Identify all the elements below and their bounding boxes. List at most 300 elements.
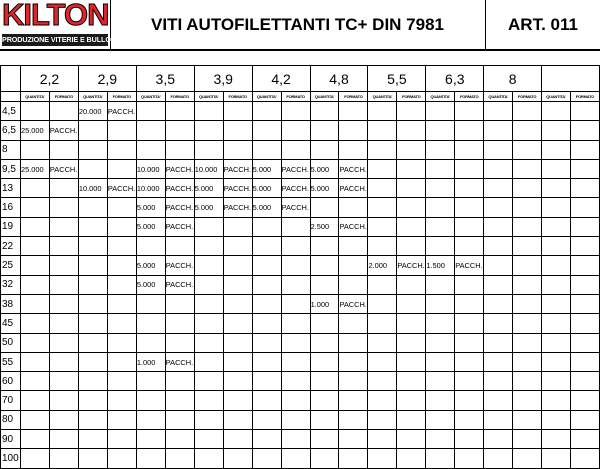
quantity-cell (542, 275, 571, 294)
length-label: 6,5 (1, 121, 21, 140)
format-cell (223, 333, 252, 352)
format-cell (513, 121, 542, 140)
quantity-subheader: QUANTITA' (194, 92, 223, 102)
quantity-cell (484, 179, 513, 198)
format-cell (455, 159, 484, 178)
format-cell (49, 102, 78, 121)
length-label: 50 (1, 333, 21, 352)
format-cell (223, 256, 252, 275)
format-cell (397, 237, 426, 256)
product-table (0, 65, 600, 469)
length-label: 4,5 (1, 102, 21, 121)
quantity-cell: 5.000 (252, 159, 281, 178)
quantity-cell: 5.000 (252, 198, 281, 217)
quantity-cell (20, 294, 49, 313)
format-cell (49, 256, 78, 275)
format-cell (49, 294, 78, 313)
format-cell: PACCH. (339, 179, 368, 198)
format-cell (513, 179, 542, 198)
format-cell (281, 430, 310, 449)
quantity-cell (252, 430, 281, 449)
quantity-cell (368, 430, 397, 449)
format-cell: PACCH. (281, 159, 310, 178)
quantity-subheader: QUANTITA' (484, 92, 513, 102)
quantity-cell (136, 449, 165, 468)
quantity-cell (310, 333, 339, 352)
length-label: 32 (1, 275, 21, 294)
format-cell (107, 372, 136, 391)
format-cell (223, 410, 252, 429)
quantity-cell (310, 102, 339, 121)
quantity-cell (426, 430, 455, 449)
quantity-cell (78, 410, 107, 429)
format-cell (570, 314, 599, 333)
quantity-cell (368, 410, 397, 429)
format-cell: PACCH. (339, 294, 368, 313)
quantity-cell (426, 102, 455, 121)
format-cell (397, 333, 426, 352)
quantity-cell (194, 410, 223, 429)
format-cell (107, 294, 136, 313)
quantity-cell (194, 256, 223, 275)
format-cell (223, 140, 252, 159)
table-row (1, 314, 600, 333)
format-cell: PACCH. (165, 198, 194, 217)
format-cell (223, 449, 252, 468)
quantity-cell (194, 237, 223, 256)
format-cell (339, 430, 368, 449)
format-cell (165, 102, 194, 121)
format-cell (107, 256, 136, 275)
format-cell (513, 102, 542, 121)
quantity-cell (542, 121, 571, 140)
format-cell (397, 179, 426, 198)
quantity-cell (252, 449, 281, 468)
format-cell (165, 140, 194, 159)
format-cell: PACCH. (165, 256, 194, 275)
format-cell (165, 121, 194, 140)
format-cell (223, 121, 252, 140)
quantity-cell (78, 391, 107, 410)
format-cell (339, 352, 368, 371)
format-cell (107, 217, 136, 236)
format-subheader: FORMATO (570, 92, 599, 102)
quantity-cell (252, 102, 281, 121)
quantity-cell (310, 410, 339, 429)
quantity-cell (252, 314, 281, 333)
quantity-cell (426, 333, 455, 352)
quantity-cell (542, 256, 571, 275)
quantity-cell (484, 352, 513, 371)
format-cell: PACCH. (339, 159, 368, 178)
quantity-cell (310, 352, 339, 371)
table-row (1, 237, 600, 256)
format-cell (339, 410, 368, 429)
format-cell (165, 430, 194, 449)
format-subheader: FORMATO (513, 92, 542, 102)
format-cell: PACCH. (107, 102, 136, 121)
quantity-cell (310, 449, 339, 468)
format-subheader: FORMATO (397, 92, 426, 102)
format-cell (165, 449, 194, 468)
quantity-cell (78, 449, 107, 468)
format-cell (49, 333, 78, 352)
quantity-cell (20, 410, 49, 429)
quantity-cell (426, 217, 455, 236)
diameter-header: 8 (484, 66, 542, 92)
format-cell (223, 314, 252, 333)
format-cell (107, 391, 136, 410)
format-cell (397, 430, 426, 449)
format-cell (107, 410, 136, 429)
quantity-subheader: QUANTITA' (78, 92, 107, 102)
format-cell (513, 256, 542, 275)
quantity-cell (310, 275, 339, 294)
quantity-cell (194, 121, 223, 140)
quantity-cell (542, 430, 571, 449)
format-cell (513, 140, 542, 159)
quantity-cell (542, 102, 571, 121)
quantity-cell (20, 314, 49, 333)
quantity-cell (368, 102, 397, 121)
quantity-cell (368, 179, 397, 198)
table-row (1, 372, 600, 391)
quantity-cell (20, 430, 49, 449)
format-cell (49, 391, 78, 410)
format-cell (455, 314, 484, 333)
quantity-cell (20, 391, 49, 410)
format-cell (397, 410, 426, 429)
length-label: 25 (1, 256, 21, 275)
quantity-cell (542, 237, 571, 256)
format-cell (49, 352, 78, 371)
quantity-subheader: QUANTITA' (136, 92, 165, 102)
quantity-cell (252, 275, 281, 294)
quantity-cell (368, 275, 397, 294)
quantity-cell (368, 333, 397, 352)
quantity-cell (484, 333, 513, 352)
format-cell (281, 294, 310, 313)
quantity-cell (484, 372, 513, 391)
format-cell (281, 237, 310, 256)
quantity-cell (542, 372, 571, 391)
format-cell (281, 140, 310, 159)
format-cell (397, 372, 426, 391)
format-cell (397, 449, 426, 468)
quantity-cell (426, 140, 455, 159)
quantity-cell (542, 198, 571, 217)
format-cell (339, 121, 368, 140)
format-cell (223, 102, 252, 121)
quantity-cell (252, 256, 281, 275)
format-cell (49, 140, 78, 159)
quantity-cell (136, 314, 165, 333)
quantity-cell (20, 449, 49, 468)
length-label: 100 (1, 449, 21, 468)
format-cell (107, 198, 136, 217)
quantity-cell (426, 449, 455, 468)
quantity-subheader: QUANTITA' (252, 92, 281, 102)
format-cell (455, 217, 484, 236)
format-cell (49, 430, 78, 449)
quantity-cell (368, 391, 397, 410)
length-label: 16 (1, 198, 21, 217)
table-row (1, 256, 600, 275)
length-label: 70 (1, 391, 21, 410)
format-cell (281, 275, 310, 294)
format-cell (397, 121, 426, 140)
format-cell (223, 294, 252, 313)
quantity-cell (136, 294, 165, 313)
format-cell (107, 314, 136, 333)
length-label: 22 (1, 237, 21, 256)
quantity-cell (20, 333, 49, 352)
format-cell (513, 391, 542, 410)
quantity-subheader: QUANTITA' (310, 92, 339, 102)
quantity-cell (368, 372, 397, 391)
quantity-cell (78, 372, 107, 391)
table-row (1, 121, 600, 140)
format-subheader: FORMATO (49, 92, 78, 102)
format-cell (49, 179, 78, 198)
format-cell (513, 333, 542, 352)
quantity-cell (542, 159, 571, 178)
quantity-cell (368, 121, 397, 140)
quantity-cell (484, 275, 513, 294)
format-cell (570, 410, 599, 429)
format-cell: PACCH. (455, 256, 484, 275)
quantity-cell (20, 256, 49, 275)
format-cell (223, 275, 252, 294)
quantity-cell (78, 121, 107, 140)
format-cell (339, 256, 368, 275)
quantity-cell (484, 121, 513, 140)
quantity-cell (542, 217, 571, 236)
format-cell (455, 102, 484, 121)
format-cell: PACCH. (165, 217, 194, 236)
table-row (1, 391, 600, 410)
quantity-cell (484, 256, 513, 275)
length-label: 45 (1, 314, 21, 333)
format-cell (570, 333, 599, 352)
quantity-cell: 25.000 (20, 121, 49, 140)
length-label: 38 (1, 294, 21, 313)
format-cell (49, 410, 78, 429)
format-cell: PACCH. (165, 275, 194, 294)
format-cell (339, 391, 368, 410)
quantity-cell (252, 372, 281, 391)
diameter-header-row (1, 66, 600, 92)
format-cell (107, 333, 136, 352)
diameter-header: 2,9 (78, 66, 136, 92)
format-cell (397, 352, 426, 371)
format-cell (570, 449, 599, 468)
length-label: 9,5 (1, 159, 21, 178)
format-cell (397, 217, 426, 236)
quantity-cell (136, 391, 165, 410)
format-cell (570, 179, 599, 198)
quantity-cell (542, 314, 571, 333)
quantity-cell (194, 140, 223, 159)
format-cell (455, 352, 484, 371)
table-row (1, 430, 600, 449)
quantity-cell (78, 237, 107, 256)
quantity-cell (368, 140, 397, 159)
format-cell (281, 352, 310, 371)
format-cell (107, 237, 136, 256)
quantity-cell (20, 102, 49, 121)
quantity-cell: 10.000 (78, 179, 107, 198)
logo-subtitle: PRODUZIONE VITERIE E BULLONERIE (2, 35, 133, 44)
format-cell (281, 449, 310, 468)
quantity-cell (136, 372, 165, 391)
document-header (0, 0, 600, 51)
quantity-cell (20, 217, 49, 236)
format-cell (281, 314, 310, 333)
format-cell (49, 275, 78, 294)
quantity-cell: 10.000 (136, 179, 165, 198)
format-cell (455, 449, 484, 468)
quantity-cell (368, 217, 397, 236)
format-cell (165, 294, 194, 313)
quantity-cell (484, 159, 513, 178)
quantity-cell (194, 449, 223, 468)
format-cell: PACCH. (165, 352, 194, 371)
format-cell (570, 159, 599, 178)
quantity-cell (368, 449, 397, 468)
quantity-cell (252, 333, 281, 352)
quantity-cell (426, 314, 455, 333)
quantity-cell (310, 430, 339, 449)
quantity-cell (20, 372, 49, 391)
length-label: 60 (1, 372, 21, 391)
format-cell (339, 198, 368, 217)
format-cell (49, 372, 78, 391)
subheader-row (1, 92, 600, 102)
quantity-cell (20, 275, 49, 294)
quantity-cell (78, 314, 107, 333)
quantity-cell (310, 314, 339, 333)
format-cell (455, 294, 484, 313)
quantity-cell: 2.500 (310, 217, 339, 236)
format-cell (397, 275, 426, 294)
quantity-cell (136, 102, 165, 121)
format-cell (165, 237, 194, 256)
quantity-cell (78, 159, 107, 178)
quantity-cell (426, 275, 455, 294)
format-cell: PACCH. (397, 256, 426, 275)
format-cell (570, 237, 599, 256)
quantity-cell (368, 198, 397, 217)
format-cell (570, 275, 599, 294)
format-cell (281, 256, 310, 275)
quantity-cell (20, 352, 49, 371)
format-cell (513, 159, 542, 178)
format-cell (281, 102, 310, 121)
quantity-cell (426, 237, 455, 256)
format-cell (49, 198, 78, 217)
format-cell: PACCH. (49, 121, 78, 140)
quantity-cell: 10.000 (136, 159, 165, 178)
format-cell (339, 449, 368, 468)
quantity-cell (20, 140, 49, 159)
quantity-cell (542, 449, 571, 468)
format-cell (107, 275, 136, 294)
quantity-cell (484, 294, 513, 313)
quantity-cell (368, 237, 397, 256)
quantity-cell: 5.000 (136, 198, 165, 217)
format-cell (455, 121, 484, 140)
format-cell (281, 333, 310, 352)
quantity-cell (78, 275, 107, 294)
format-cell (513, 449, 542, 468)
quantity-cell (542, 333, 571, 352)
quantity-cell: 1.000 (136, 352, 165, 371)
format-cell: PACCH. (339, 217, 368, 236)
format-cell (455, 140, 484, 159)
format-cell (281, 391, 310, 410)
format-cell (570, 430, 599, 449)
format-cell: PACCH. (223, 198, 252, 217)
format-cell (339, 372, 368, 391)
format-cell (455, 391, 484, 410)
format-cell (107, 352, 136, 371)
format-cell (223, 430, 252, 449)
format-cell (570, 140, 599, 159)
format-cell (107, 159, 136, 178)
quantity-cell (310, 198, 339, 217)
format-subheader: FORMATO (339, 92, 368, 102)
quantity-cell (78, 217, 107, 236)
length-label: 19 (1, 217, 21, 236)
quantity-cell (136, 430, 165, 449)
quantity-cell (542, 140, 571, 159)
diameter-header: 5,5 (368, 66, 426, 92)
quantity-cell (252, 294, 281, 313)
format-cell (397, 140, 426, 159)
format-cell (49, 217, 78, 236)
quantity-cell (426, 391, 455, 410)
quantity-cell (252, 352, 281, 371)
quantity-cell: 5.000 (252, 179, 281, 198)
format-cell (339, 314, 368, 333)
quantity-cell (194, 391, 223, 410)
length-label: 8 (1, 140, 21, 159)
format-cell (281, 410, 310, 429)
quantity-cell: 5.000 (136, 275, 165, 294)
format-cell (513, 275, 542, 294)
format-cell: PACCH. (281, 198, 310, 217)
quantity-cell (426, 410, 455, 429)
quantity-cell: 10.000 (194, 159, 223, 178)
format-subheader: FORMATO (107, 92, 136, 102)
format-cell (455, 410, 484, 429)
format-cell (339, 140, 368, 159)
quantity-cell (426, 121, 455, 140)
corner-cell (1, 92, 21, 102)
format-cell (570, 372, 599, 391)
quantity-cell (426, 159, 455, 178)
format-cell (223, 217, 252, 236)
format-subheader: FORMATO (223, 92, 252, 102)
quantity-cell (252, 217, 281, 236)
format-cell: PACCH. (107, 179, 136, 198)
quantity-cell: 5.000 (310, 159, 339, 178)
format-cell (513, 237, 542, 256)
quantity-cell (136, 140, 165, 159)
format-cell (281, 121, 310, 140)
quantity-cell (484, 410, 513, 429)
